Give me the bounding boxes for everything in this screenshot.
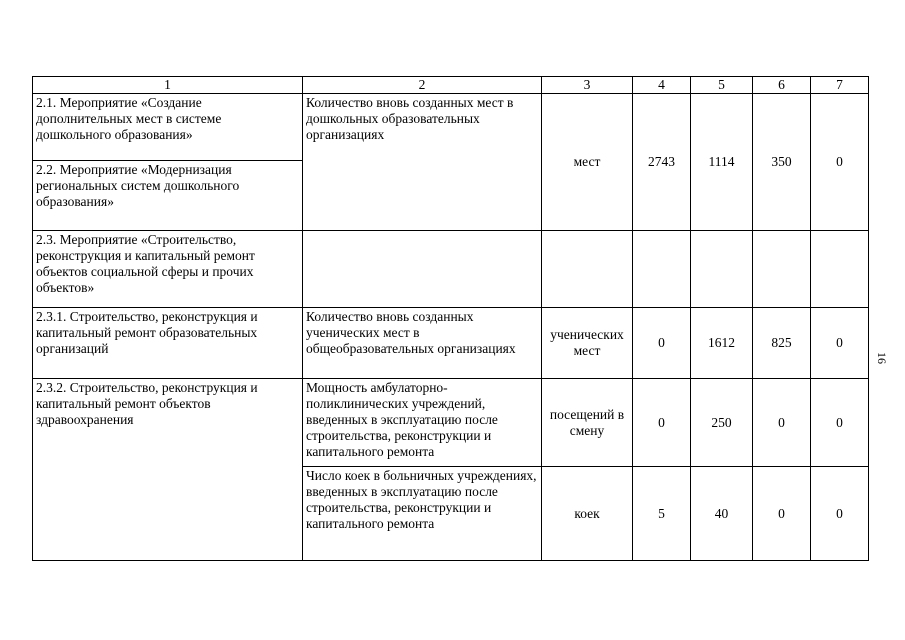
unit-cell: мест <box>542 94 633 231</box>
indicator-cell <box>303 231 542 308</box>
value-col-5: 1114 <box>691 94 753 231</box>
measure-cell: 2.3.2. Строительство, реконструкция и капитальный ремонт объектов здравоохранения <box>33 379 303 561</box>
unit-cell <box>542 231 633 308</box>
value-col-5 <box>691 231 753 308</box>
measure-cell: 2.3. Мероприятие «Строительство, реконструкция и капитальный ремонт объектов социальной сферы и прочих объектов» <box>33 231 303 308</box>
header-col-5: 5 <box>691 77 753 94</box>
unit-cell: посещений в смену <box>542 379 633 467</box>
table-row <box>33 308 869 379</box>
page-number: 16 <box>875 352 889 364</box>
value-col-7: 0 <box>811 467 869 561</box>
value-col-4: 0 <box>633 379 691 467</box>
indicator-cell: Мощность амбулаторно-поликлинических учреждений, введенных в эксплуатацию после строительства, реконструкции и капитального ремонта <box>303 379 542 467</box>
value-col-5: 1612 <box>691 308 753 379</box>
table-row <box>33 231 869 308</box>
measure-cell: 2.2. Мероприятие «Модернизация региональных систем дошкольного образования» <box>33 161 303 231</box>
header-col-2: 2 <box>303 77 542 94</box>
value-col-6: 825 <box>753 308 811 379</box>
value-col-6 <box>753 231 811 308</box>
value-col-6: 0 <box>753 379 811 467</box>
value-col-4: 0 <box>633 308 691 379</box>
value-col-6: 350 <box>753 94 811 231</box>
header-col-4: 4 <box>633 77 691 94</box>
value-col-6: 0 <box>753 467 811 561</box>
value-col-4: 5 <box>633 467 691 561</box>
measure-cell: 2.3.1. Строительство, реконструкция и капитальный ремонт образовательных организаций <box>33 308 303 379</box>
value-col-7: 0 <box>811 379 869 467</box>
value-col-7: 0 <box>811 308 869 379</box>
value-col-7 <box>811 231 869 308</box>
unit-cell: ученических мест <box>542 308 633 379</box>
indicators-table <box>32 76 869 561</box>
header-col-6: 6 <box>753 77 811 94</box>
value-col-5: 250 <box>691 379 753 467</box>
value-col-4: 2743 <box>633 94 691 231</box>
measure-cell: 2.1. Мероприятие «Создание дополнительных мест в системе дошкольного образования» <box>33 94 303 161</box>
indicator-cell: Число коек в больничных учреждениях, введенных в эксплуатацию после строительства, реконструкции и капитального ремонта <box>303 467 542 561</box>
table-row <box>33 379 869 467</box>
value-col-4 <box>633 231 691 308</box>
value-col-7: 0 <box>811 94 869 231</box>
value-col-5: 40 <box>691 467 753 561</box>
header-col-7: 7 <box>811 77 869 94</box>
table-row <box>33 94 869 161</box>
unit-cell: коек <box>542 467 633 561</box>
header-col-1: 1 <box>33 77 303 94</box>
header-col-3: 3 <box>542 77 633 94</box>
table-header-row <box>33 77 869 94</box>
indicator-cell: Количество вновь созданных мест в дошкольных образовательных организациях <box>303 94 542 231</box>
indicator-cell: Количество вновь созданных ученических мест в общеобразовательных организациях <box>303 308 542 379</box>
